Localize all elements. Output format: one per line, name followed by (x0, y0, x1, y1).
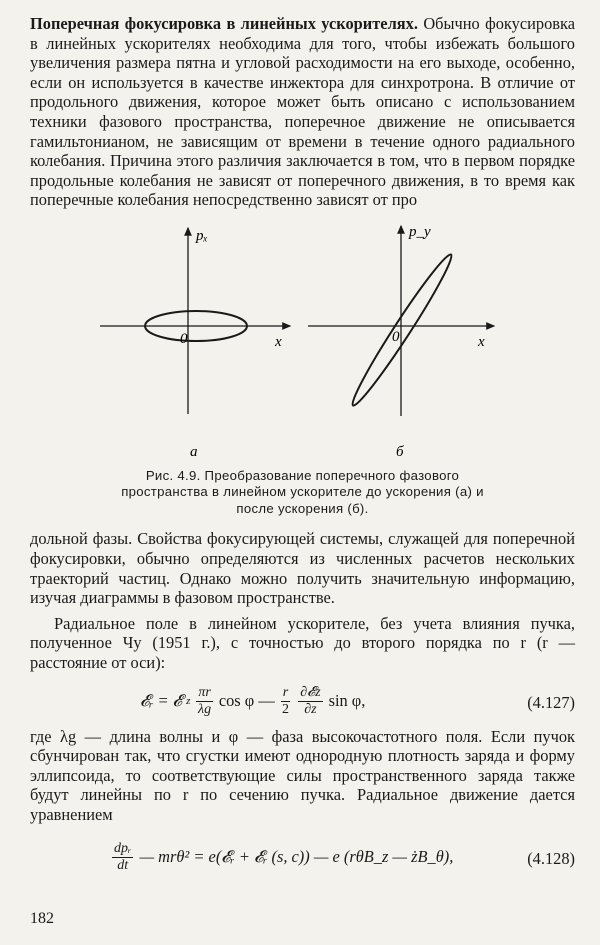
eq1-lhs-sub: z (186, 695, 191, 708)
paragraph-1-text: Обычно фокусировка в линейных ускорителях необходима для того, чтобы избежать большого увеличения размера пятна и угловой расходимости на его выходе, особенно, если он используется в качестве инжектора для синхротрона. В отличие от продольного движения, которое может быть описано с использованием техники фазового пространства, поперечное движение не описывается гамильтонианом, не зависящим от времени в течение одного радиального колебания. Причина этого различия заключается в том, что в первом порядке продольные колебания не зависят от поперечного движения, в то время как поперечные колебания непосредственно зависят от про (30, 14, 575, 210)
y-label-a: pₓ (196, 227, 208, 244)
eq2-number: (4.128) (527, 848, 575, 868)
equation-4-128-body (110, 841, 453, 874)
origin-b: 0 (392, 328, 400, 345)
equation-4-127-body (140, 685, 365, 718)
eq1-lhs: 𝓔ᵣ = 𝓔 (140, 691, 183, 711)
origin-a: 0 (180, 330, 188, 347)
figure-caption: Рис. 4.9. Преобразование поперечного фазового пространства в линейном ускорителе до ускорения (а) и после ускорения (б). (121, 467, 484, 516)
eq1-frac2 (281, 685, 290, 718)
equation-4-128 (30, 835, 575, 879)
eq1-tail: sin φ, (328, 691, 366, 711)
eq1-frac3-num: ∂𝓔z (300, 684, 321, 700)
y-label-b: p_y (409, 223, 431, 240)
paragraph-3: Радиальное поле в линейном ускорителе, без учета влияния пучка, полученное Чу (1951 г.), с точностью до второго порядка по r (r — расстояние от оси): (30, 613, 575, 672)
eq2-frac-num: dpᵣ (114, 840, 132, 856)
x-label-b: x (478, 333, 485, 350)
page-number: 182 (30, 910, 54, 927)
diagram-a (100, 228, 290, 414)
page (30, 14, 575, 883)
ellipse-b (346, 250, 457, 410)
eq1-frac2-den: 2 (281, 701, 289, 717)
paragraph-1-lead: Поперечная фокусировка в линейных ускорителях. (30, 14, 418, 33)
paragraph-2: дольной фазы. Свойства фокусирующей системы, служащей для поперечной фокусировки, обычно определяются из численных расчетов нескольких траекторий частиц. Однако можно получить значительную информацию, изучая диаграммы в фазовом пространстве. (30, 529, 575, 608)
label-a: а (190, 443, 198, 460)
eq1-mid: cos φ — (218, 691, 275, 711)
equation-4-127 (30, 679, 575, 723)
eq1-number: (4.127) (527, 692, 575, 712)
eq1-frac1-num: πr (198, 684, 211, 700)
paragraph-4: где λg — длина волны и φ — фаза высокочастотного поля. Если пучок сбунчирован так, что сгустки имеют однородную плотность заряда и форму эллипсоида, то соответствующие силы пространственного заряда также будут линейны по r по сечению пучка. Радиальное движение дается уравнением (30, 726, 575, 824)
figure-4-9 (30, 218, 575, 468)
eq2-body: — mrθ² = e(𝓔ᵣ + 𝓔ᵣ (s, c)) — e (rθ̇B_z — żB_θ), (139, 847, 454, 867)
diagram-b (308, 223, 494, 416)
x-label-a: x (275, 333, 282, 350)
eq1-frac3-den: ∂z (304, 701, 317, 717)
eq1-frac1 (196, 685, 212, 718)
label-b: б (396, 443, 404, 460)
eq1-frac2-num: r (282, 684, 289, 700)
paragraph-1 (30, 14, 575, 210)
eq2-frac (112, 841, 133, 874)
eq1-frac1-den: λg (198, 701, 212, 717)
phase-space-diagrams (30, 218, 575, 468)
eq1-frac3 (298, 685, 322, 718)
eq2-frac-den: dt (117, 857, 129, 873)
